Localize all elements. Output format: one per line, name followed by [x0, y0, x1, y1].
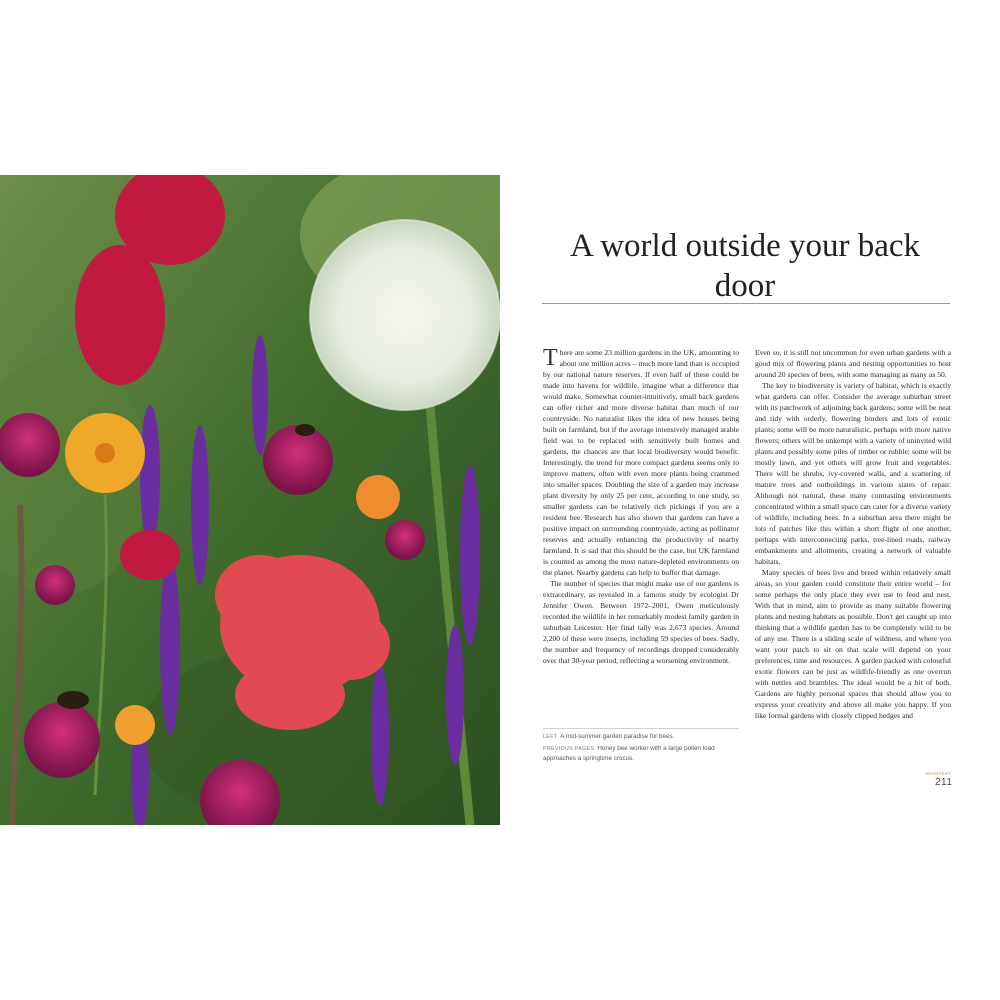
body-paragraph — [543, 347, 739, 578]
body-paragraph: The number of species that might make use of our gardens is extraordinary, as revealed in a famous study by ecologist Dr Jennifer Owen. Between 1972–2001, Owen meticulously recorded the wildlife in her remarkably modest family garden in suburban Leicester. Her final tally was 2,673 species. Around 2,200 of these were insects, including 59 species of bees. Sadly, the number and frequency of recordings dropped considerably over that 30-year period, reflecting a worsening environment. — [543, 579, 739, 665]
image-captions — [543, 728, 739, 765]
caption-left — [543, 732, 739, 743]
caption-text: A mid-summer garden paradise for bees. — [560, 733, 675, 740]
body-paragraph: Even so, it is still not uncommon for even urban gardens with a good mix of flowering plants and nesting opportunities to host around 20 species of bees, with some managing as many as 50. — [755, 348, 951, 379]
garden-photo — [0, 175, 500, 825]
garden-photo-illustration — [0, 175, 500, 825]
caption-label: PREVIOUS PAGES — [543, 745, 595, 752]
page-number: 211 — [935, 777, 953, 788]
text-column-right — [755, 347, 951, 721]
drop-cap: T — [543, 345, 558, 371]
folio-label: MANIFEST — [926, 771, 952, 776]
page-title: A world outside your back door — [569, 228, 921, 304]
caption-text: Honey bee worker with a large pollen load approaches a springtime crocus. — [543, 744, 715, 762]
title-divider — [542, 303, 950, 304]
paragraph-text: here are some 23 million gardens in the UK, amounting to about one million acres – much more land than is occupied by our national nature reserves. If even half of these could be made into havens for wildlife, imagine what a difference that would make. Somewhat counter-intuitively, small back gardens can offer richer and more diverse habitat than much of our countryside. No naturalist likes the idea of new houses being built on farmland, but if the average intensively managed arable field was to be replaced with sensitively built homes and gardens, the chances are that local biodiversity would benefit. Interestingly, the trend for more compact gardens seems only to improve matters, often with even more plants being crammed into smaller spaces. Doubling the size of a garden may increase plant diversity by only 25 per cent, according to one study, so smaller gardens can be relatively rich pickings if you are a resident bee. Research has also shown that gardens can have a positive impact on surrounding countryside, acting as pollinator reserves and actually enhancing the productivity of nearby farmland. It is sad that this should be the case, but UK farmland is counted as among the most nature-depleted environments on the planet. Nearby gardens can help to buffer that damage. — [543, 348, 739, 577]
text-column-left — [543, 347, 739, 666]
caption-previous-pages — [543, 744, 739, 764]
body-paragraph: Many species of bees live and breed within relatively small areas, so your garden could constitute their entire world – for some perhaps the only place they ever use to feed and nest. With that in mind, aim to provide as many suitable flowering plants and nesting habitats as possible. Don't get caught up into thinking that a wildlife garden has to be completely wild to be of any use. There is a sliding scale of wildness, and where you want your patch to sit on that scale will depend on your preferences, time and resources. A garden packed with colourful exotic flowers can be just as wildlife-friendly as one overrun with nettles and brambles. The ideal would be a bit of both. Gardens are highly personal spaces that should allow you to express your creativity and above all make you happy. If you like formal gardens with closely clipped hedges and — [755, 568, 951, 720]
caption-label: LEFT — [543, 734, 558, 740]
body-paragraph: The key to biodiversity is variety of habitat, which is exactly what gardens can offer. Consider the average suburban street with its patchwork of adjoining back gardens; some will be neat and tidy with orderly, flowering borders and lots of exotic plants; some will be more naturalistic, perhaps with more native flowers; others will be unkempt with a variety of uninvited wild plants and possibly some piles of timber or rubble; some will be mostly lawn, and yet others will grow fruit and vegetables. There will be shrubs, ivy-covered walls, and a scattering of mature trees and outbuildings in various states of repair. Although not natural, these many contrasting environments concentrated within a small space can cater for a diverse variety of wildlife, including bees. In a suburban area there might be lots of patches like this within a short flight of one another, perhaps with interconnecting parks, tree-lined roads, railway embankments and allotments, creating a network of valuable habitats. — [755, 381, 951, 566]
